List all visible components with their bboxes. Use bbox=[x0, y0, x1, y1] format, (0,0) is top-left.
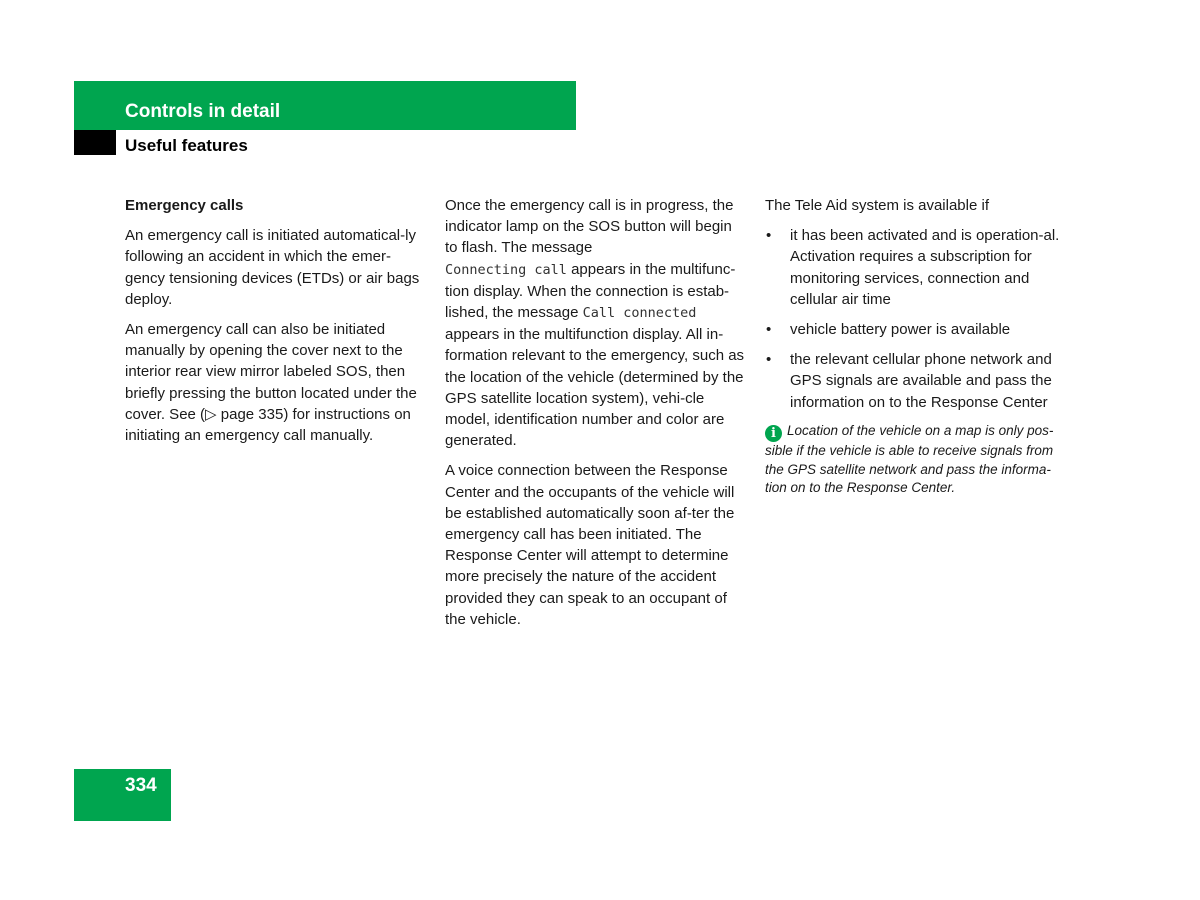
column-3 bbox=[765, 195, 1067, 498]
column-1 bbox=[125, 195, 427, 455]
list-item-text: it has been activated and is operation-al. Activation requires a subscription for monitoring services, connection and cellular air time bbox=[790, 227, 1060, 308]
paragraph-automatic-call: An emergency call is initiated automatical-ly following an accident in which the emer-gency tensioning devices (ETDs) or air bags deploy. bbox=[125, 227, 420, 308]
manual-call-text-1: An emergency call can also be initiated manually by opening the cover next to the interior rear view mirror labeled SOS, then briefly pressing the button located under the cover. See ( bbox=[125, 321, 417, 423]
bullet-icon: • bbox=[766, 351, 772, 369]
availability-list bbox=[765, 225, 1067, 413]
page-ref-arrow-icon: ▷ bbox=[205, 405, 217, 423]
page-number: 334 bbox=[125, 775, 157, 796]
info-note-text: Location of the vehicle on a map is only pos-sible if the vehicle is able to receive signals from the GPS satellite network and pass the informa-tion on to the Response Center. bbox=[765, 422, 1054, 496]
list-item-text: vehicle battery power is available bbox=[790, 321, 1011, 339]
bullet-icon: • bbox=[766, 227, 772, 245]
bullet-icon: • bbox=[766, 321, 772, 339]
list-item bbox=[765, 319, 1067, 340]
manual-call-text-2: page 335) for instructions on initiating an emergency call manually. bbox=[125, 405, 411, 445]
display-message-connected: Call connected bbox=[582, 305, 697, 322]
emergency-calls-heading: Emergency calls bbox=[125, 197, 244, 214]
list-item bbox=[765, 225, 1067, 310]
progress-text-2: appears in the multifunc-tion display. When the connection is estab-lished, the message bbox=[445, 260, 736, 322]
info-icon: i bbox=[765, 425, 782, 442]
paragraph-voice-connection: A voice connection between the Response Center and the occupants of the vehicle will be established automatically soon af-ter the emergency call has been initiated. The Response Center will attempt to determine more precisely the nature of the accident provided they can speak to an occupant of the vehicle. bbox=[445, 462, 735, 628]
paragraph-manual-call bbox=[125, 319, 427, 446]
display-message-connecting: Connecting call bbox=[445, 261, 567, 278]
availability-intro: The Tele Aid system is available if bbox=[765, 197, 989, 214]
paragraph-call-progress bbox=[445, 195, 747, 451]
list-item-text: the relevant cellular phone network and GPS signals are available and pass the information on to the Response Center bbox=[790, 351, 1052, 411]
subsection-title: Useful features bbox=[125, 136, 248, 155]
section-marker bbox=[74, 130, 116, 155]
progress-text-3: appears in the multifunction display. All in-formation relevant to the emergency, such as the location of the vehicle (determined by the GPS satellite location system), vehi-cle model, identification number and color are generated. bbox=[445, 326, 745, 450]
section-title: Controls in detail bbox=[125, 101, 281, 122]
progress-text-1: Once the emergency call is in progress, the indicator lamp on the SOS button will begin to flash. The message bbox=[445, 197, 734, 257]
list-item bbox=[765, 349, 1067, 413]
column-2 bbox=[445, 195, 747, 639]
info-note bbox=[765, 422, 1067, 498]
